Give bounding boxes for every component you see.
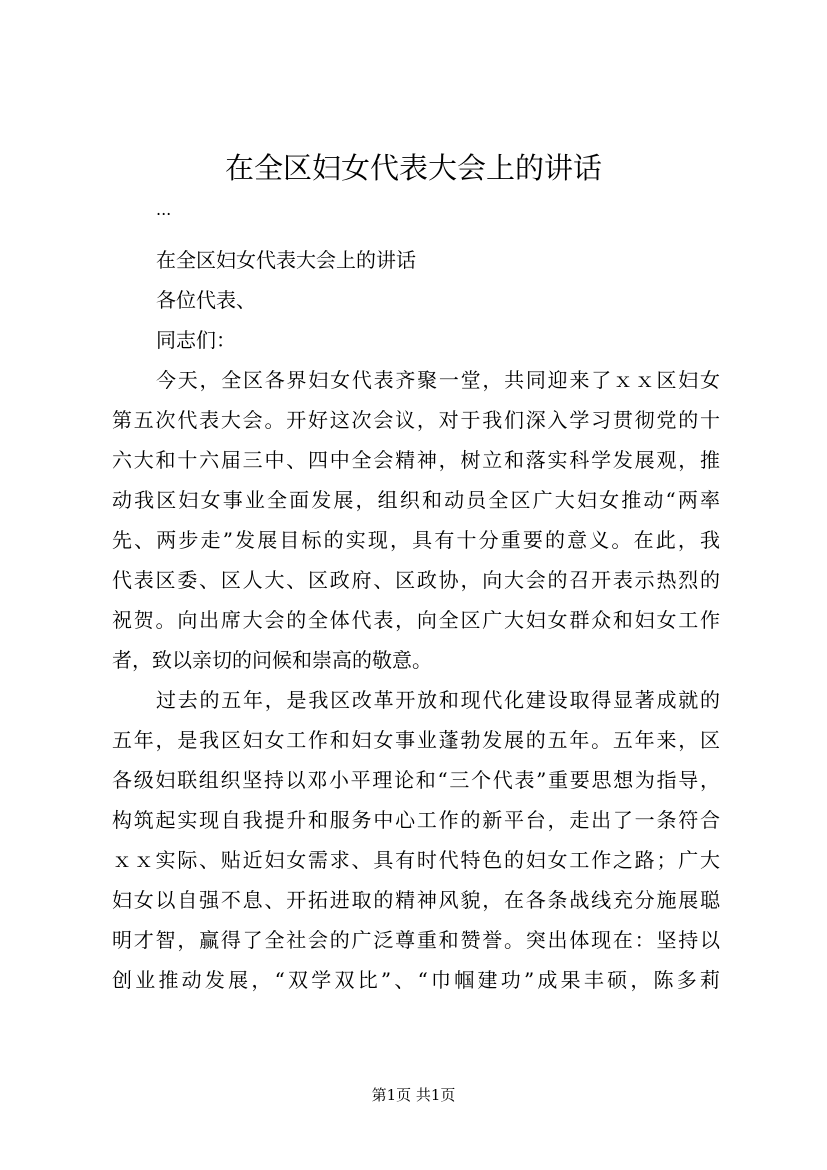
salutation-line-2: 同志们：	[156, 328, 236, 352]
paragraph-line: 第五次代表大会。开好这次会议，对于我们深入学习贯彻党的十	[112, 408, 720, 432]
subtitle-text: 在全区妇女代表大会上的讲话	[156, 248, 416, 272]
document-title: 在全区妇女代表大会上的讲话	[224, 151, 602, 185]
paragraph-line: ｘｘ实际、贴近妇女需求、具有时代特色的妇女工作之路；广大	[112, 848, 720, 872]
paragraph-line: 各级妇联组织坚持以邓小平理论和“三个代表”重要思想为指导，	[112, 768, 720, 792]
paragraph-2	[112, 680, 720, 1000]
paragraph-1	[112, 360, 720, 680]
page-footer: 第1页 共1页	[371, 1086, 456, 1104]
ellipsis-text: ...	[156, 200, 172, 219]
paragraph-line: 构筑起实现自我提升和服务中心工作的新平台，走出了一条符合	[112, 808, 720, 832]
paragraph-line: 先、两步走”发展目标的实现，具有十分重要的意义。在此，我	[112, 528, 720, 552]
paragraph-line: 五年，是我区妇女工作和妇女事业蓬勃发展的五年。五年来，区	[112, 728, 720, 752]
paragraph-line: 动我区妇女事业全面发展，组织和动员全区广大妇女推动“两率	[112, 488, 720, 512]
salutation-line-1: 各位代表、	[156, 288, 256, 312]
paragraph-line: 六大和十六届三中、四中全会精神，树立和落实科学发展观，推	[112, 448, 720, 472]
paragraph-line: 代表区委、区人大、区政府、区政协，向大会的召开表示热烈的	[112, 568, 720, 592]
paragraph-line: 者，致以亲切的问候和崇高的敬意。	[112, 648, 432, 672]
paragraph-line: 明才智，赢得了全社会的广泛尊重和赞誉。突出体现在：坚持以	[112, 928, 720, 952]
paragraph-line: 祝贺。向出席大会的全体代表，向全区广大妇女群众和妇女工作	[112, 608, 720, 632]
paragraph-line: 创业推动发展，“双学双比”、“巾帼建功”成果丰硕，陈多莉	[112, 968, 720, 992]
paragraph-line: 过去的五年，是我区改革开放和现代化建设取得显著成就的	[156, 688, 720, 712]
paragraph-line: 今天，全区各界妇女代表齐聚一堂，共同迎来了ｘｘ区妇女	[156, 368, 720, 392]
document-body	[112, 200, 720, 1000]
paragraph-line: 妇女以自强不息、开拓进取的精神风貌，在各条战线充分施展聪	[112, 888, 720, 912]
